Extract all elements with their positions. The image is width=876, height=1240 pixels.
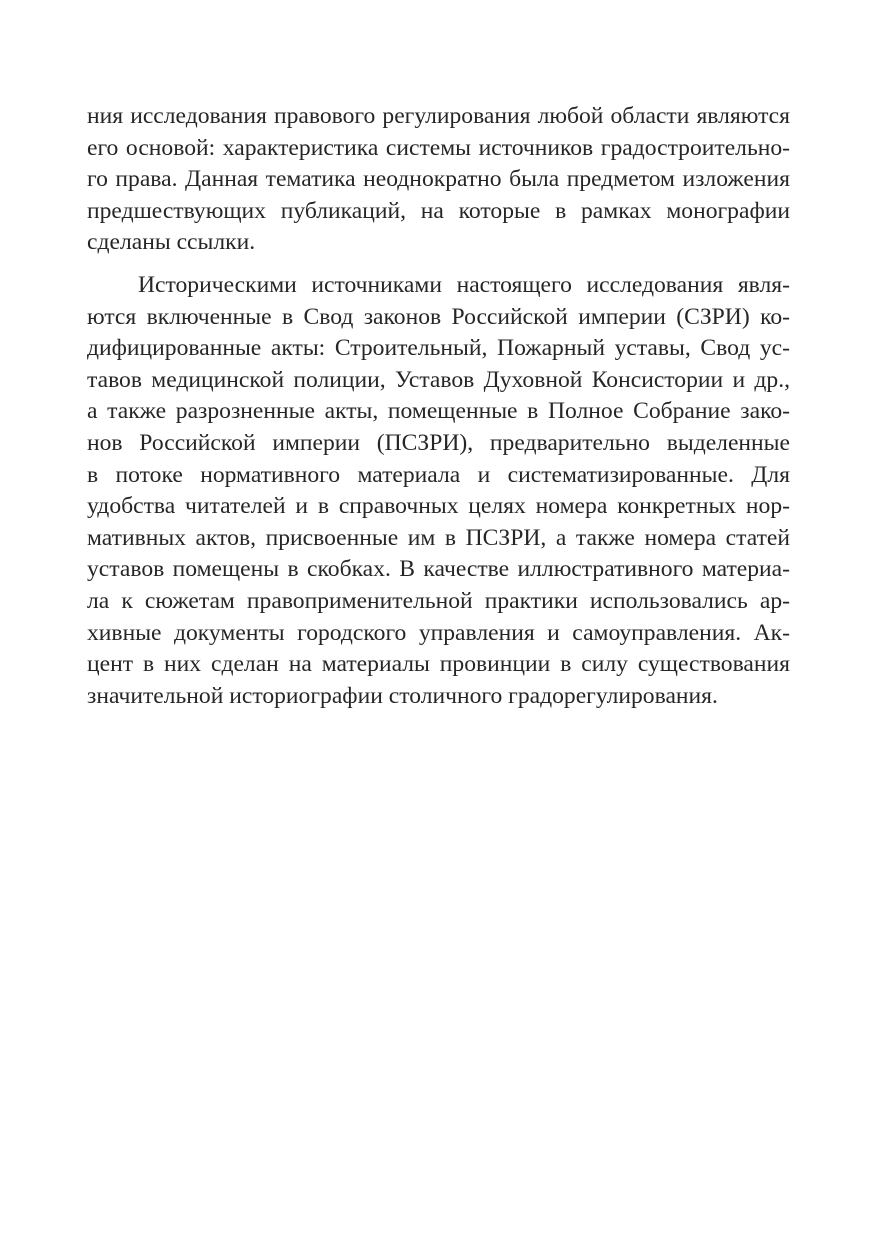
text-line: а также разрозненные акты, помещенные в Полное Собрание зако- (87, 398, 790, 425)
text-line: уставов помещены в скобках. В качестве иллюстративного материа- (87, 556, 790, 583)
body-text (87, 101, 790, 712)
paragraph-2 (87, 270, 790, 712)
text-line: предшествующих публикаций, на которые в рамках монографии (87, 197, 790, 224)
text-line: мативных актов, присвоенные им в ПСЗРИ, а также номера статей (87, 524, 790, 551)
text-line: тавов медицинской полиции, Уставов Духовной Консистории и др., (87, 366, 790, 393)
text-line: его основой: характеристика системы источников градостроительно- (87, 134, 790, 161)
text-line: ются включенные в Свод законов Российской империи (СЗРИ) ко- (87, 303, 790, 330)
text-line: цент в них сделан на материалы провинции в силу существования (87, 651, 790, 678)
text-line: значительной историографии столичного градорегулирования. (87, 682, 718, 709)
text-line: дифицированные акты: Строительный, Пожарный уставы, Свод ус- (87, 335, 790, 362)
text-line: удобства читателей и в справочных целях номера конкретных нор- (87, 493, 790, 520)
text-line: Историческими источниками настоящего исследования явля- (138, 271, 790, 298)
text-line: в потоке нормативного материала и систематизированные. Для (87, 461, 790, 488)
text-line: го права. Данная тематика неоднократно была предметом изложения (87, 166, 790, 193)
text-line: ла к сюжетам правоприменительной практики использовались ар- (87, 587, 790, 614)
text-line: ния исследования правового регулирования любой области являются (87, 103, 790, 129)
paragraph-1 (87, 101, 790, 259)
text-line: нов Российской империи (ПСЗРИ), предварительно выделенные (87, 429, 790, 456)
paragraph-spacing (87, 259, 790, 270)
text-line: хивные документы городского управления и самоуправления. Ак- (87, 619, 790, 646)
text-line: сделаны ссылки. (87, 229, 256, 256)
